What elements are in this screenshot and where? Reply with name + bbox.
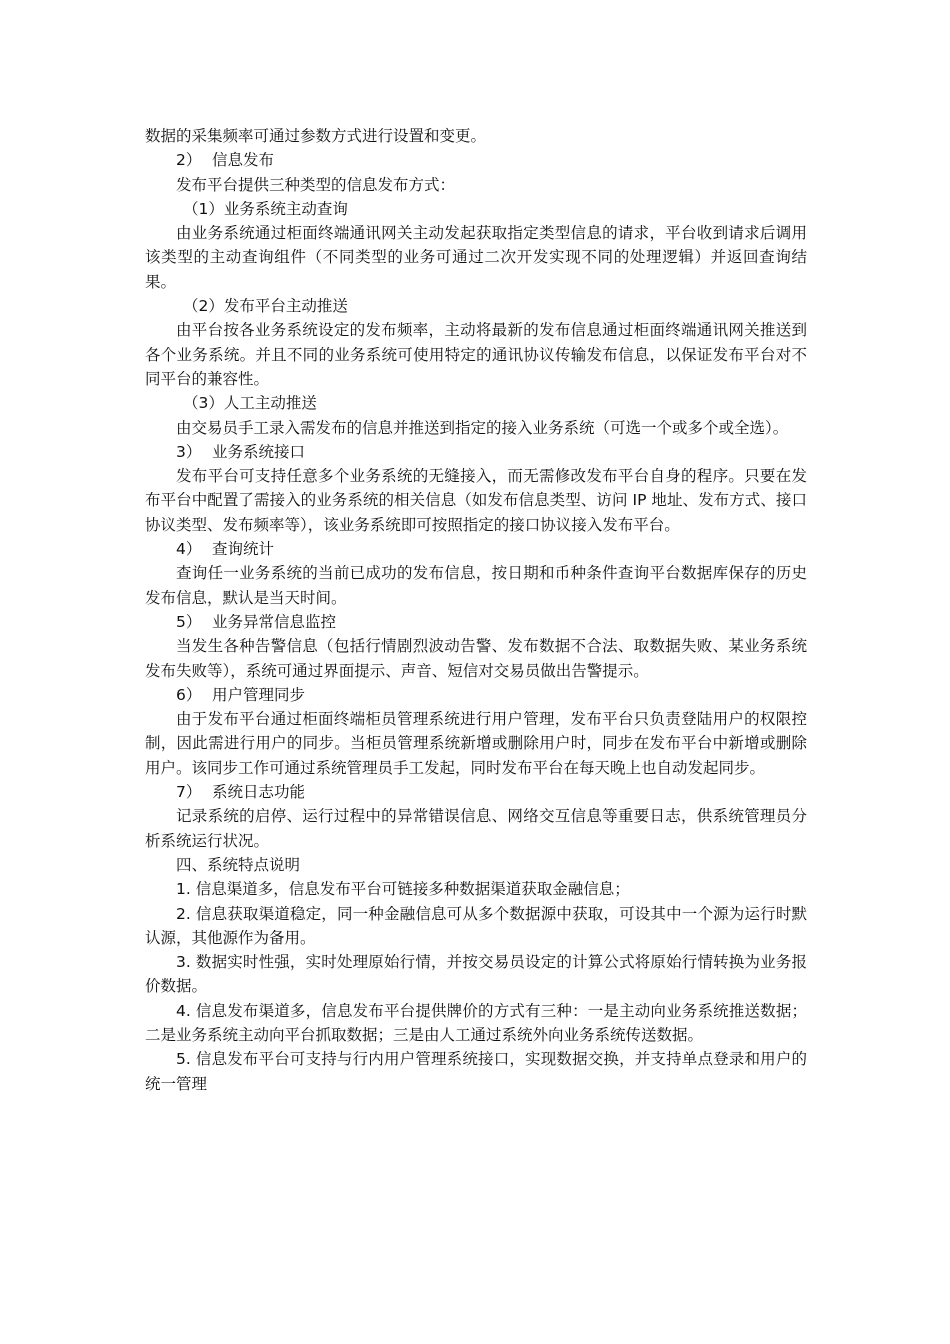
body-paragraph: 由业务系统通过柜面终端通讯网关主动发起获取指定类型信息的请求，平台收到请求后调用该类型的主动查询组件（不同类型的业务可通过二次开发实现不同的处理逻辑）并返回查询结果。: [145, 224, 807, 291]
section-heading: [145, 537, 807, 561]
section-heading: [145, 780, 807, 804]
section-number: 7）: [176, 783, 202, 802]
section-title: 业务异常信息监控: [212, 612, 337, 631]
body-paragraph: 5. 信息发布平台可支持与行内用户管理系统接口，实现数据交换，并支持单点登录和用户的统一管理: [145, 1050, 807, 1093]
section-number: 6）: [176, 685, 202, 704]
body-paragraph: 由平台按各业务系统设定的发布频率，主动将最新的发布信息通过柜面终端通讯网关推送到各个业务系统。并且不同的业务系统可使用特定的通讯协议传输发布信息，以保证发布平台对不同平台的兼容性。: [145, 321, 807, 388]
document-body: [145, 124, 807, 1096]
section-number: 3）: [176, 442, 202, 461]
section-number: 5）: [176, 612, 202, 631]
paragraph-continuation: 数据的采集频率可通过参数方式进行设置和变更。: [145, 127, 487, 145]
body-paragraph: 发布平台可支持任意多个业务系统的无缝接入，而无需修改发布平台自身的程序。只要在发布平台中配置了需接入的业务系统的相关信息（如发布信息类型、访问 IP 地址、发布方式、接口协议类型、发布频率等），该业务系统即可按照指定的接口协议接入发布平台。: [145, 467, 807, 534]
section-title: 业务系统接口: [212, 442, 306, 461]
body-paragraph: 发布平台提供三种类型的信息发布方式：: [176, 175, 456, 194]
section-heading: [145, 440, 807, 464]
body-paragraph: 1. 信息渠道多，信息发布平台可链接多种数据渠道获取金融信息；: [176, 880, 630, 899]
section-heading: [145, 683, 807, 707]
section-title: 系统日志功能: [212, 783, 306, 802]
section-title: 用户管理同步: [212, 685, 306, 704]
body-paragraph: 当发生各种告警信息（包括行情剧烈波动告警、发布数据不合法、取数据失败、某业务系统发布失败等），系统可通过界面提示、声音、短信对交易员做出告警提示。: [145, 637, 807, 680]
subsection-heading: （2）发布平台主动推送: [183, 297, 348, 316]
body-paragraph: 2. 信息获取渠道稳定，同一种金融信息可从多个数据源中获取，可设其中一个源为运行时默认源，其他源作为备用。: [145, 904, 807, 947]
section-heading: [145, 610, 807, 634]
section-number: 2）: [176, 151, 202, 170]
body-paragraph: 查询任一业务系统的当前已成功的发布信息，按日期和币种条件查询平台数据库保存的历史发布信息，默认是当天时间。: [145, 564, 807, 607]
section-title: 信息发布: [212, 151, 275, 170]
body-paragraph: 由于发布平台通过柜面终端柜员管理系统进行用户管理，发布平台只负责登陆用户的权限控制，因此需进行用户的同步。当柜员管理系统新增或删除用户时，同步在发布平台中新增或删除用户。该同步工作可通过系统管理员手工发起，同时发布平台在每天晚上也自动发起同步。: [145, 710, 807, 777]
body-paragraph: 4. 信息发布渠道多，信息发布平台提供牌价的方式有三种：一是主动向业务系统推送数据；二是业务系统主动向平台抓取数据；三是由人工通过系统外向业务系统传送数据。: [145, 1001, 807, 1044]
section-number: 4）: [176, 540, 202, 559]
body-paragraph: 四、系统特点说明: [176, 855, 301, 874]
section-heading: [145, 148, 807, 172]
body-paragraph: 由交易员手工录入需发布的信息并推送到指定的接入业务系统（可选一个或多个或全选）。: [176, 418, 789, 437]
subsection-heading: （1）业务系统主动查询: [183, 199, 348, 218]
subsection-heading: （3）人工主动推送: [183, 394, 317, 413]
body-paragraph: 记录系统的启停、运行过程中的异常错误信息、网络交互信息等重要日志，供系统管理员分析系统运行状况。: [145, 807, 807, 850]
section-title: 查询统计: [212, 540, 275, 559]
body-paragraph: 3. 数据实时性强，实时处理原始行情，并按交易员设定的计算公式将原始行情转换为业务报价数据。: [145, 953, 807, 996]
